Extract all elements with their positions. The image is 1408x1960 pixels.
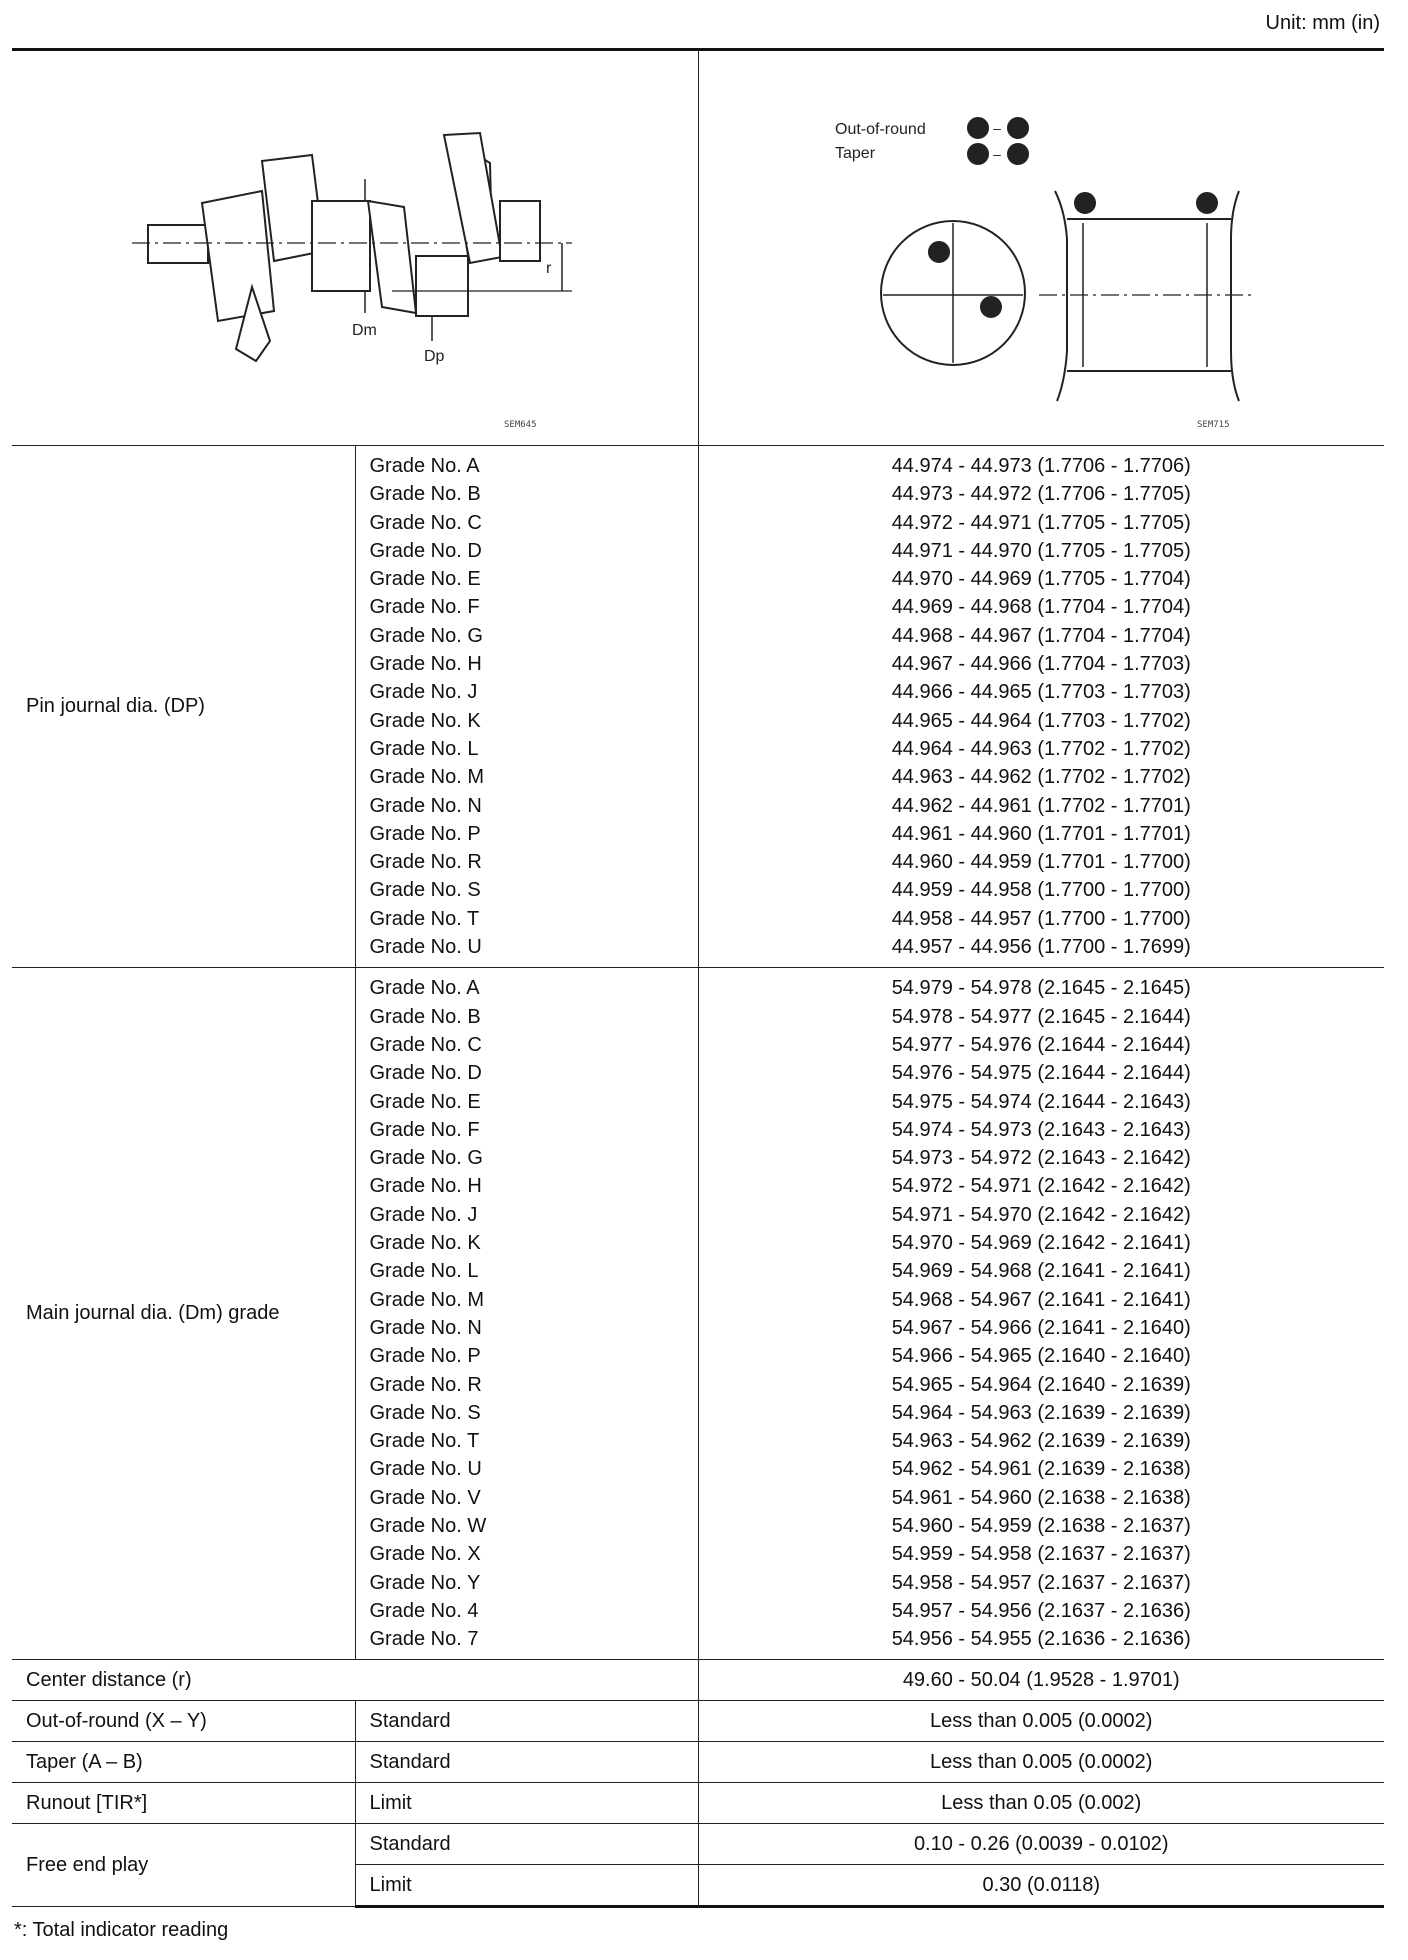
main-journal-row [12, 968, 1384, 1660]
grade-value: 44.965 - 44.964 (1.7703 - 1.7702) [891, 709, 1191, 732]
grade-label: Grade No. G [369, 1147, 483, 1170]
grade-value: 54.967 - 54.966 (2.1641 - 2.1640) [891, 1316, 1191, 1339]
free-end-play-standard-row [12, 1824, 1384, 1865]
grade-label: Grade No. X [369, 1543, 481, 1566]
out-of-round-value: Less than 0.005 (0.0002) [698, 1701, 1384, 1742]
grade-value: 54.958 - 54.957 (2.1637 - 2.1637) [891, 1571, 1191, 1594]
crankshaft-diagram [12, 51, 698, 445]
grade-value: 54.961 - 54.960 (2.1638 - 2.1638) [891, 1486, 1191, 1509]
measurement-figure-cell [698, 50, 1384, 446]
grade-label: Grade No. B [369, 483, 481, 506]
grade-value: 44.967 - 44.966 (1.7704 - 1.7703) [891, 653, 1191, 676]
main-journal-values [698, 968, 1384, 1660]
legend-y: Y [1012, 120, 1023, 136]
label-dp: Dp [424, 348, 445, 365]
label-r: r [546, 260, 552, 277]
grade-label: Grade No. K [369, 709, 481, 732]
legend-b: B [1012, 146, 1023, 162]
grade-label: Grade No. C [369, 511, 482, 534]
grade-label: Grade No. T [369, 907, 480, 930]
grade-value: 44.974 - 44.973 (1.7706 - 1.7706) [891, 455, 1191, 477]
grade-label: Grade No. U [369, 1458, 482, 1481]
pin-journal [416, 256, 468, 316]
grade-label: Grade No. M [369, 766, 484, 789]
crank-web-3 [368, 201, 416, 313]
grade-value: 54.975 - 54.974 (2.1644 - 2.1643) [891, 1090, 1191, 1113]
runout-condition: Limit [355, 1783, 698, 1824]
grade-value: 54.968 - 54.967 (2.1641 - 2.1641) [891, 1288, 1191, 1311]
grade-label: Grade No. N [369, 794, 482, 817]
grade-label: Grade No. E [369, 1090, 481, 1113]
grade-value: 44.958 - 44.957 (1.7700 - 1.7700) [891, 907, 1191, 930]
grade-label: Grade No. M [369, 1288, 484, 1311]
grade-label: Grade No. G [369, 624, 483, 647]
grade-value: 54.960 - 54.959 (2.1638 - 2.1637) [891, 1514, 1191, 1537]
grade-value: 54.977 - 54.976 (2.1644 - 2.1644) [891, 1033, 1191, 1056]
legend-dash-2: – [992, 146, 1001, 162]
legend-a: A [972, 146, 983, 162]
grade-value: 54.959 - 54.958 (2.1637 - 2.1637) [891, 1543, 1191, 1566]
pin-journal-label: Pin journal dia. (DP) [12, 446, 355, 968]
center-distance-value: 49.60 - 50.04 (1.9528 - 1.9701) [698, 1660, 1384, 1701]
grade-value: 54.971 - 54.970 (2.1642 - 2.1642) [891, 1203, 1191, 1226]
grade-value: 54.970 - 54.969 (2.1642 - 2.1641) [891, 1232, 1191, 1255]
grade-value: 54.957 - 54.956 (2.1637 - 2.1636) [891, 1599, 1191, 1622]
crankshaft-figure-cell [12, 50, 698, 446]
side-a-label: A [1079, 195, 1090, 211]
measurement-diagram [699, 51, 1385, 445]
figure-row [12, 50, 1384, 446]
grade-value: 54.962 - 54.961 (2.1639 - 2.1638) [891, 1458, 1191, 1481]
grade-value: 54.976 - 54.975 (2.1644 - 2.1644) [891, 1062, 1191, 1085]
grade-value: 44.962 - 44.961 (1.7702 - 1.7701) [891, 794, 1191, 817]
grade-label: Grade No. J [369, 681, 478, 704]
grade-value: 44.966 - 44.965 (1.7703 - 1.7703) [891, 681, 1191, 704]
grade-label: Grade No. D [369, 539, 482, 562]
grade-label: Grade No. A [369, 455, 480, 477]
grade-label: Grade No. P [369, 1345, 481, 1368]
label-dm: Dm [352, 322, 377, 339]
circle-x-label: X [985, 299, 996, 315]
side-b-label: B [1201, 195, 1212, 211]
grade-label: Grade No. E [369, 568, 481, 591]
out-of-round-condition: Standard [355, 1701, 698, 1742]
circle-y-label: Y [933, 244, 944, 260]
crank-web-1 [202, 191, 274, 321]
grade-value: 54.972 - 54.971 (2.1642 - 2.1642) [891, 1175, 1191, 1198]
grade-value: 54.969 - 54.968 (2.1641 - 2.1641) [891, 1260, 1191, 1283]
main-journal-label: Main journal dia. (Dm) grade [12, 968, 355, 1660]
grade-label: Grade No. S [369, 1401, 481, 1424]
grade-label: Grade No. R [369, 1373, 482, 1396]
pin-journal-values [698, 446, 1384, 968]
shaft-end [148, 225, 208, 263]
free-end-play-limit-value: 0.30 (0.0118) [698, 1865, 1384, 1907]
taper-row [12, 1742, 1384, 1783]
legend-x: X [972, 120, 983, 136]
out-of-round-row [12, 1701, 1384, 1742]
taper-value: Less than 0.005 (0.0002) [698, 1742, 1384, 1783]
grade-label: Grade No. S [369, 879, 481, 902]
pin-journal-row [12, 446, 1384, 968]
grade-label: Grade No. F [369, 1118, 480, 1141]
grade-label: Grade No. K [369, 1232, 481, 1255]
free-end-play-standard-condition: Standard [355, 1824, 698, 1865]
pin-journal-grades [355, 446, 698, 968]
grade-value: 44.972 - 44.971 (1.7705 - 1.7705) [891, 511, 1191, 534]
grade-label: Grade No. D [369, 1062, 482, 1085]
taper-condition: Standard [355, 1742, 698, 1783]
grade-label: Grade No. L [369, 1260, 479, 1283]
grade-value: 44.968 - 44.967 (1.7704 - 1.7704) [891, 624, 1191, 647]
crankshaft-spec-table [12, 48, 1384, 1908]
grade-label: Grade No. P [369, 822, 481, 845]
grade-value: 44.973 - 44.972 (1.7706 - 1.7705) [891, 483, 1191, 506]
grade-label: Grade No. 4 [369, 1599, 479, 1622]
grade-value: 54.978 - 54.977 (2.1645 - 2.1644) [891, 1005, 1191, 1028]
grade-label: Grade No. N [369, 1316, 482, 1339]
grade-label: Grade No. B [369, 1005, 481, 1028]
grade-value: 54.966 - 54.965 (2.1640 - 2.1640) [891, 1345, 1191, 1368]
free-end-play-limit-condition: Limit [355, 1865, 698, 1907]
grade-value: 44.957 - 44.956 (1.7700 - 1.7699) [891, 936, 1191, 959]
out-of-round-label: Out-of-round [834, 121, 926, 138]
center-distance-row [12, 1660, 1384, 1701]
runout-value: Less than 0.05 (0.002) [698, 1783, 1384, 1824]
grade-label: Grade No. 7 [369, 1628, 479, 1651]
grade-label: Grade No. Y [369, 1571, 481, 1594]
figure-code-left: SEM645 [504, 420, 537, 430]
grade-value: 54.973 - 54.972 (2.1643 - 2.1642) [891, 1147, 1191, 1170]
taper-label: Taper (A – B) [12, 1742, 355, 1783]
grade-label: Grade No. C [369, 1033, 482, 1056]
journal-right-edge [1231, 191, 1239, 401]
grade-label: Grade No. U [369, 936, 482, 959]
grade-value: 44.970 - 44.969 (1.7705 - 1.7704) [891, 568, 1191, 591]
grade-label: Grade No. L [369, 737, 479, 760]
grade-value: 44.969 - 44.968 (1.7704 - 1.7704) [891, 596, 1191, 619]
footnote: *: Total indicator reading [14, 1919, 229, 1941]
grade-value: 44.963 - 44.962 (1.7702 - 1.7702) [891, 766, 1191, 789]
runout-row [12, 1783, 1384, 1824]
out-of-round-label: Out-of-round (X – Y) [12, 1701, 355, 1742]
grade-label: Grade No. R [369, 851, 482, 874]
grade-value: 54.963 - 54.962 (2.1639 - 2.1639) [891, 1430, 1191, 1453]
grade-value: 44.971 - 44.970 (1.7705 - 1.7705) [891, 539, 1191, 562]
grade-value: 54.964 - 54.963 (2.1639 - 2.1639) [891, 1401, 1191, 1424]
shaft-flange [500, 201, 540, 261]
grade-label: Grade No. V [369, 1486, 481, 1509]
main-journal [312, 201, 370, 291]
grade-label: Grade No. W [369, 1514, 487, 1537]
grade-value: 44.964 - 44.963 (1.7702 - 1.7702) [891, 737, 1191, 760]
grade-label: Grade No. T [369, 1430, 480, 1453]
taper-label: Taper [834, 145, 875, 162]
main-journal-grades [355, 968, 698, 1660]
journal-left-edge [1055, 191, 1067, 401]
legend-dash-1: – [992, 120, 1001, 136]
center-distance-label: Center distance (r) [12, 1660, 698, 1701]
grade-label: Grade No. H [369, 1175, 482, 1198]
grade-value: 44.959 - 44.958 (1.7700 - 1.7700) [891, 879, 1191, 902]
grade-value: 44.960 - 44.959 (1.7701 - 1.7700) [891, 851, 1191, 874]
grade-label: Grade No. H [369, 653, 482, 676]
unit-label: Unit: mm (in) [1265, 12, 1380, 34]
grade-value: 54.979 - 54.978 (2.1645 - 2.1645) [891, 977, 1191, 1000]
grade-label: Grade No. J [369, 1203, 478, 1226]
free-end-play-label: Free end play [12, 1824, 355, 1907]
free-end-play-standard-value: 0.10 - 0.26 (0.0039 - 0.0102) [698, 1824, 1384, 1865]
figure-code-right: SEM715 [1196, 420, 1230, 430]
grade-label: Grade No. F [369, 596, 480, 619]
grade-value: 54.974 - 54.973 (2.1643 - 2.1643) [891, 1118, 1191, 1141]
grade-value: 44.961 - 44.960 (1.7701 - 1.7701) [891, 822, 1191, 845]
grade-label: Grade No. A [369, 977, 480, 1000]
grade-value: 54.965 - 54.964 (2.1640 - 2.1639) [891, 1373, 1191, 1396]
grade-value: 54.956 - 54.955 (2.1636 - 2.1636) [891, 1628, 1191, 1651]
runout-label: Runout [TIR*] [12, 1783, 355, 1824]
